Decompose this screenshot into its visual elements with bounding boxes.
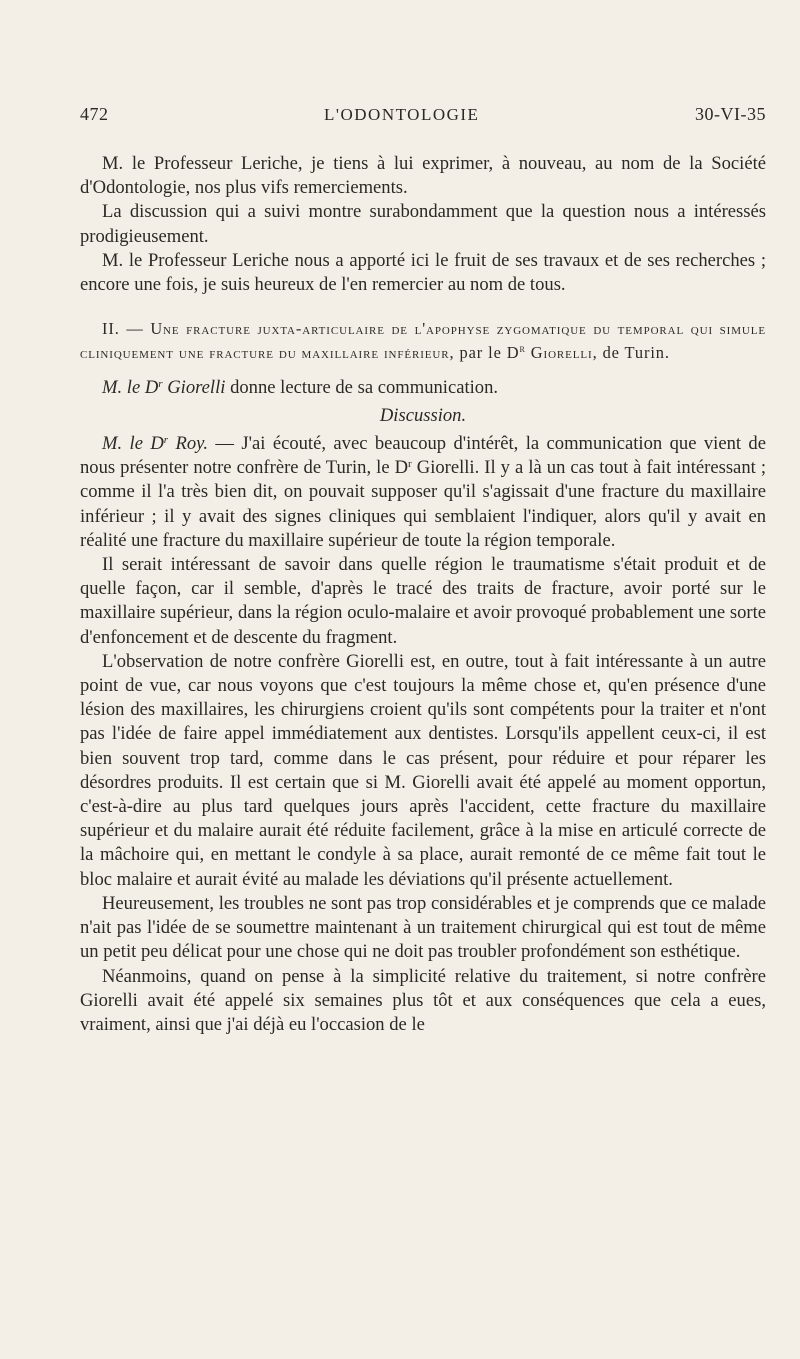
section-place: , de Turin. [592, 343, 670, 363]
discussion-heading: Discussion. [379, 404, 467, 426]
section-author: Giorelli [530, 343, 593, 363]
roy-text-2: Giorelli. Il y a là un cas tout à fait intéressant ; comme il l'a très bien dit, on pouvait supposer qu'il s'agissait d'une fracture du maxillaire inférieur ; il y avait des signes cliniques qui semblaient l'indiquer, alors qu'il y avait en réalité une fracture du maxillaire supérieur de toute la région temporale. [80, 457, 766, 551]
section-title: Une fracture juxta-articulaire de l'apophyse zygomatique du temporal qui simule cliniquement une fracture du maxillaire inférieur, [80, 319, 767, 363]
paragraph-thanks: M. le Professeur Leriche, je tiens à lui exprimer, à nouveau, au nom de la Société d'Odontologie, nos plus vifs remerciements. [80, 153, 766, 199]
paragraph-traumatisme: Il serait intéressant de savoir dans quelle région le traumatisme s'était produit et de quelle façon, car il semble, d'après le tracé des traits de fracture, avoir porté sur le maxillaire supérieur, dans la région oculo-malaire et avoir provoqué probablement une sorte d'enfoncement et de descente du fragment. [80, 554, 766, 648]
section-author-prefix: par le D [459, 343, 520, 363]
paragraph-observation: L'observation de notre confrère Giorelli est, en outre, tout à fait intéressante à un autre point de vue, car nous voyons que c'est toujours la même chose et, qu'en présence d'une lésion des maxillaires, les chirurgiens croient qu'ils sont compétents pour la traiter et n'ont pas l'idée de faire appel immédiatement aux dentistes. Lorsqu'ils appellent ceux-ci, il est bien souvent trop tard, comme dans le cas présent, pour réduire et pour réparer les désordres produits. Il est certain que si M. Giorelli avait été appelé au moment opportun, c'est-à-dire au plus tard quelques jours après l'accident, cette fracture du maxillaire supérieur et du malaire aurait été réduite facilement, grâce à la mise en articulé correcte de la mâchoire qui, en mettant le condyle à sa place, aurait remonté de ce même fait tout le bloc malaire et aurait évité au malade les déviations qu'il présente actuellement. [80, 650, 766, 890]
section-number: II. — [102, 319, 144, 339]
journal-title: L'ODONTOLOGIE [324, 105, 480, 124]
reading-speaker: Giorelli [167, 376, 226, 398]
roy-paragraph [80, 432, 766, 553]
section-heading [80, 317, 766, 365]
page-number: 472 [80, 104, 109, 124]
paragraph-neanmoins: Néanmoins, quand on pense à la simplicité relative du traitement, si notre confrère Giorelli avait été appelé six semaines plus tôt et aux conséquences que cela a eues, vraiment, ainsi que j'ai déjà eu l'occasion de le [80, 965, 766, 1035]
paragraph-leriche: M. le Professeur Leriche nous a apporté ici le fruit de ses travaux et de ses recherches ; encore une fois, je suis heureux de l'en remercier au nom de tous. [80, 249, 766, 296]
issue-date: 30-VI-35 [695, 104, 766, 124]
roy-text-1: — J'ai écouté, avec beaucoup d'intérêt, la communication que vient de nous présenter notre confrère de Turin, le D [80, 433, 766, 479]
paragraph-heureusement: Heureusement, les troubles ne sont pas trop considérables et je comprends que ce malade n'ait pas l'idée de se soumettre maintenant à un traitement chirurgical qui est tout de même un petit peu délicat pour une chose qui ne doit pas troubler profondément son esthétique. [80, 892, 766, 963]
reading-line [80, 376, 766, 400]
roy-text-sup: r [408, 458, 412, 471]
reading-text: donne lecture de sa communication. [230, 376, 499, 398]
page-body [80, 152, 766, 1037]
section-author-sup: r [519, 343, 526, 356]
roy-speaker-sup: r [163, 434, 169, 447]
roy-speaker-prefix: M. le D [102, 433, 164, 455]
reading-speaker-sup: r [158, 377, 163, 390]
reading-speaker-prefix: M. le D [102, 376, 159, 398]
paragraph-discussion: La discussion qui a suivi montre surabondamment que la question nous a intéressés prodigieusement. [80, 201, 766, 247]
roy-speaker: Roy. [175, 433, 209, 455]
page-header [80, 104, 766, 125]
